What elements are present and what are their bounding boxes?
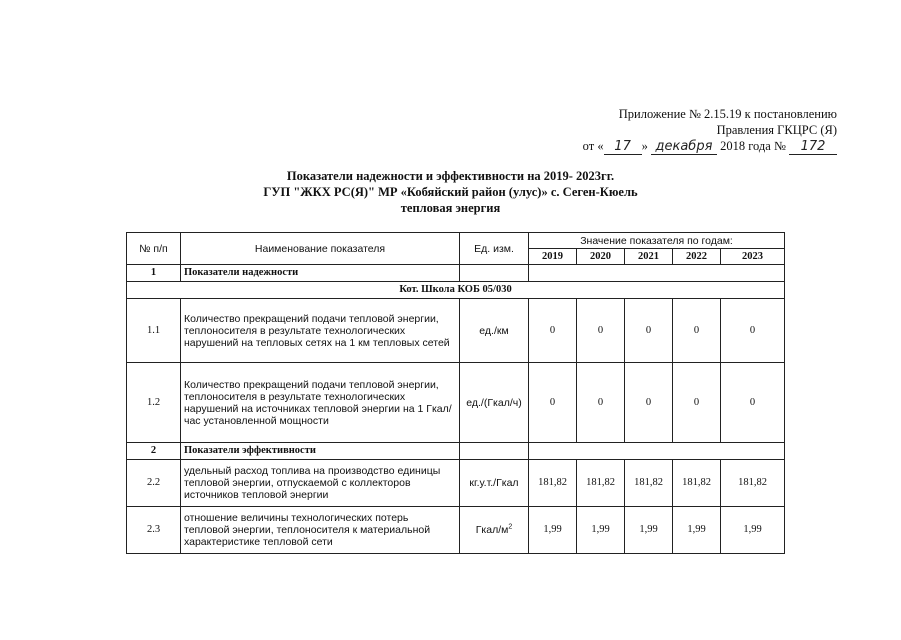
table-row (127, 299, 785, 363)
indicators-table (126, 232, 785, 554)
appendix-line-1: Приложение № 2.15.19 к постановлению (618, 107, 837, 121)
empty-cell (529, 265, 785, 282)
row-value: 0 (529, 363, 577, 443)
appendix-header (583, 106, 837, 155)
empty-cell (460, 443, 529, 460)
section-num: 1 (127, 265, 181, 282)
header-unit: Ед. изм. (460, 233, 529, 265)
row-unit: ед./км (460, 299, 529, 363)
header-year: 2023 (721, 249, 785, 265)
header-values-by-year: Значение показателя по годам: (529, 233, 785, 249)
date-quote-close: » (641, 139, 648, 153)
empty-cell (460, 265, 529, 282)
row-value: 1,99 (721, 507, 785, 554)
appendix-date-line (583, 138, 837, 155)
row-value: 0 (577, 299, 625, 363)
handwritten-month: декабря (651, 140, 717, 155)
row-value: 0 (577, 363, 625, 443)
row-num: 1.2 (127, 363, 181, 443)
row-unit: ед./(Гкал/ч) (460, 363, 529, 443)
row-name: отношение величины технологических потерь тепловой энергии, теплоносителя к материальной характеристике тепловой сети (181, 507, 460, 554)
row-name: Количество прекращений подачи тепловой энергии, теплоносителя в результате технологических нарушений на тепловых сетях на 1 км тепловых сетей (181, 299, 460, 363)
section-title: Показатели надежности (181, 265, 460, 282)
empty-cell (529, 443, 785, 460)
row-value: 1,99 (625, 507, 673, 554)
section-num: 2 (127, 443, 181, 460)
row-value: 181,82 (721, 460, 785, 507)
row-value: 0 (721, 363, 785, 443)
row-value: 1,99 (673, 507, 721, 554)
header-year: 2022 (673, 249, 721, 265)
date-year-text: 2018 года № (720, 139, 786, 153)
table-row (127, 460, 785, 507)
row-value: 0 (721, 299, 785, 363)
document-title (0, 168, 901, 216)
row-value: 181,82 (673, 460, 721, 507)
appendix-line-2: Правления ГКЦРС (Я) (716, 123, 837, 137)
row-name: удельный расход топлива на производство единицы тепловой энергии, отпускаемой с коллекторов источников тепловой энергии (181, 460, 460, 507)
row-unit (460, 507, 529, 554)
handwritten-number: 172 (789, 140, 837, 155)
row-value: 0 (529, 299, 577, 363)
row-value: 181,82 (529, 460, 577, 507)
header-num: № п/п (127, 233, 181, 265)
row-value: 0 (673, 363, 721, 443)
row-unit: кг.у.т./Гкал (460, 460, 529, 507)
section-row (127, 443, 785, 460)
row-value: 0 (625, 363, 673, 443)
table-row (127, 507, 785, 554)
section-row (127, 265, 785, 282)
row-value: 181,82 (625, 460, 673, 507)
header-name: Наименование показателя (181, 233, 460, 265)
header-year: 2021 (625, 249, 673, 265)
header-year: 2019 (529, 249, 577, 265)
unit-base: Гкал/м (475, 524, 509, 536)
row-num: 2.2 (127, 460, 181, 507)
row-num: 1.1 (127, 299, 181, 363)
handwritten-day: 17 (604, 140, 642, 155)
title-line-3: тепловая энергия (400, 201, 501, 215)
object-name: Кот. Школа КОБ 05/030 (127, 282, 785, 299)
table-row (127, 363, 785, 443)
unit-superscript: 2 (508, 523, 513, 531)
row-value: 181,82 (577, 460, 625, 507)
row-value: 0 (673, 299, 721, 363)
section-title: Показатели эффективности (181, 443, 460, 460)
row-name: Количество прекращений подачи тепловой энергии, теплоносителя в результате технологических нарушений на источниках тепловой энергии на 1 Гкал/час установленной мощности (181, 363, 460, 443)
header-year: 2020 (577, 249, 625, 265)
row-value: 1,99 (529, 507, 577, 554)
date-prefix: от « (582, 139, 604, 153)
row-value: 0 (625, 299, 673, 363)
table-header-row-1 (127, 233, 785, 249)
title-line-1: Показатели надежности и эффективности на 2019- 2023гг. (286, 169, 615, 183)
row-value: 1,99 (577, 507, 625, 554)
object-row (127, 282, 785, 299)
row-num: 2.3 (127, 507, 181, 554)
title-line-2: ГУП "ЖКХ РС(Я)" МР «Кобяйский район (улус)» с. Сеген-Кюель (263, 185, 638, 199)
